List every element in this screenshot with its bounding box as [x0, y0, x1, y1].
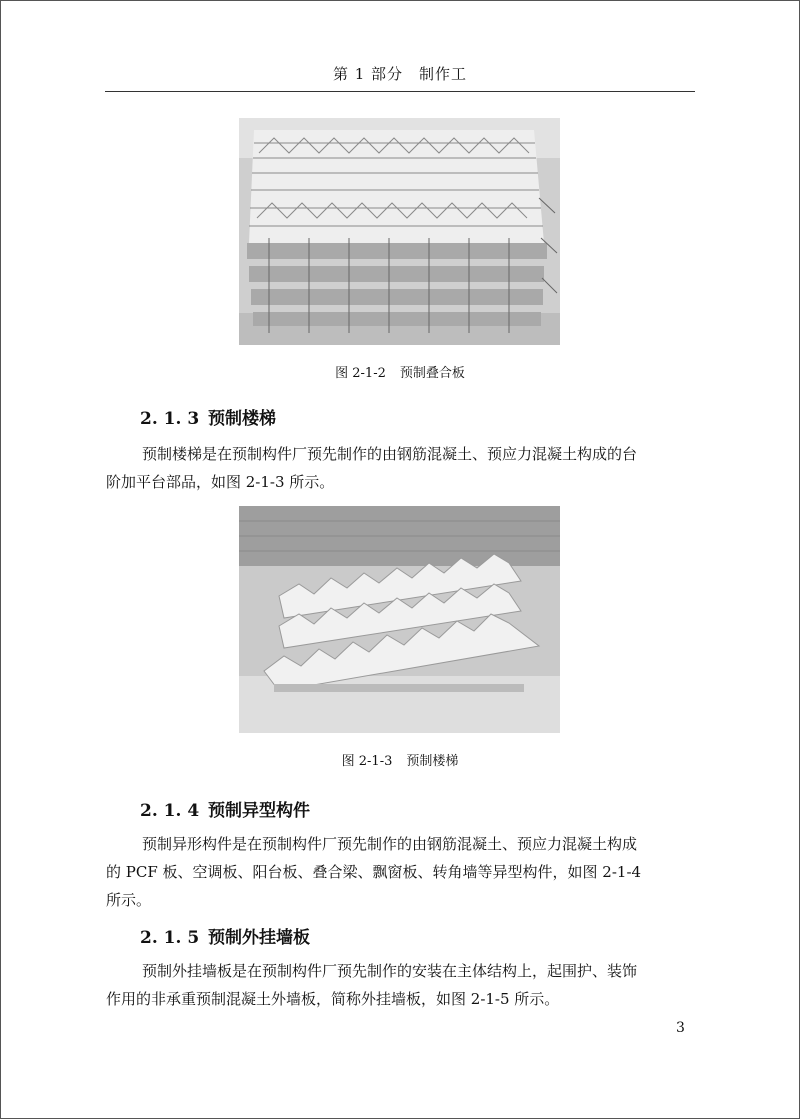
- paragraph-line: 作用的非承重预制混凝土外墙板，简称外挂墙板，如图 2-1-5 所示。: [106, 990, 560, 1008]
- precast-stairs-illustration: [239, 506, 560, 733]
- figure-composite-slab-photo: [239, 118, 560, 345]
- figure-2-number: 图 2-1-3: [341, 754, 393, 769]
- section-number: 2. 1. 4: [140, 801, 200, 821]
- page-number: 3: [676, 1020, 685, 1036]
- section-number: 2. 1. 3: [140, 409, 200, 429]
- section-title: 预制楼梯: [208, 409, 276, 429]
- paragraph-line: 所示。: [106, 891, 152, 909]
- figure-2-caption: [0, 750, 800, 769]
- figure-1-number: 图 2-1-2: [335, 366, 386, 381]
- running-header: 第 1 部分 制作工: [332, 65, 468, 83]
- paragraph-line: 预制楼梯是在预制构件厂预先制作的由钢筋混凝土、预应力混凝土构成的台: [142, 445, 638, 463]
- section-title: 预制外挂墙板: [208, 928, 310, 948]
- paragraph-line: 预制异形构件是在预制构件厂预先制作的由钢筋混凝土、预应力混凝土构成: [142, 835, 638, 853]
- paragraph-2-1-3: [106, 440, 696, 496]
- figure-1-title: 预制叠合板: [399, 366, 465, 381]
- header-rule: [105, 91, 695, 92]
- paragraph-line: 预制外挂墙板是在预制构件厂预先制作的安装在主体结构上，起围护、装饰: [142, 962, 638, 980]
- paragraph-2-1-4: [106, 830, 696, 914]
- section-heading-2-1-3: [140, 404, 276, 429]
- paragraph-2-1-5: [106, 957, 696, 1013]
- paragraph-line: 阶加平台部品，如图 2-1-3 所示。: [106, 473, 335, 491]
- paragraph-line: 的 PCF 板、空调板、阳台板、叠合梁、飘窗板、转角墙等异型构件，如图 2-1-4: [106, 863, 642, 881]
- section-heading-2-1-5: [140, 923, 310, 948]
- figure-2-title: 预制楼梯: [406, 754, 459, 769]
- figure-precast-stairs-photo: [239, 506, 560, 733]
- section-title: 预制异型构件: [208, 801, 310, 821]
- composite-slab-illustration: [239, 118, 560, 345]
- figure-1-caption: [0, 362, 800, 381]
- section-number: 2. 1. 5: [140, 928, 200, 948]
- section-heading-2-1-4: [140, 796, 310, 821]
